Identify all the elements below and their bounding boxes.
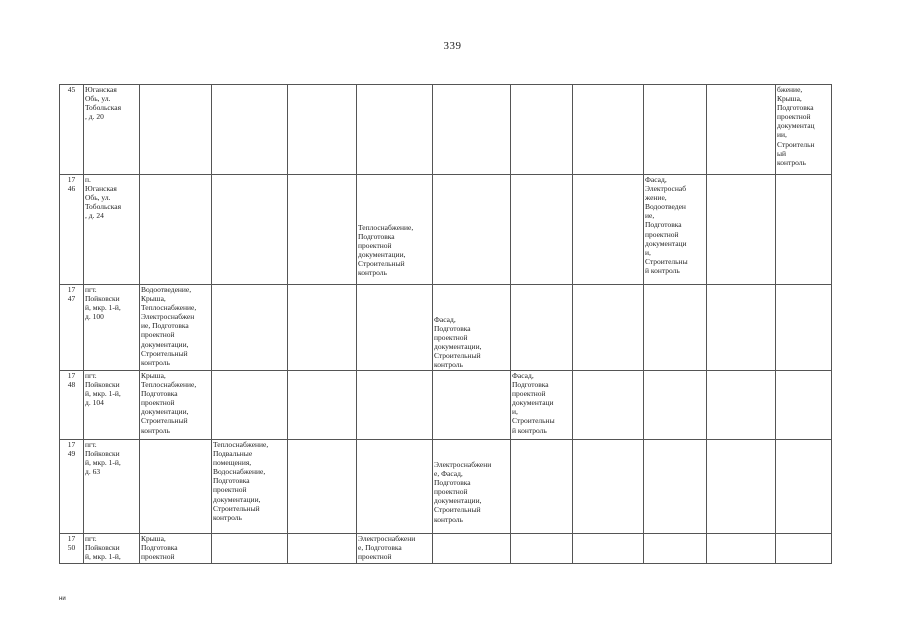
work-type-cell [140,285,212,371]
work-type-cell [776,85,832,175]
work-type-text: Крыша, Подготовка проектной [141,534,178,562]
table-row [60,85,832,175]
table-row [60,371,832,440]
work-type-cell [288,440,357,534]
address-text: пгт. Пойковски й, мкр. 1-й, д. 63 [85,440,121,477]
work-type-cell [433,440,511,534]
work-type-cell [573,371,644,440]
address-text: пгт. Пойковски й, мкр. 1-й, д. 100 [85,285,121,322]
work-type-text: Фасад, Электроснаб жение, Водоотведен ие, Подготовка проектной документаци и, Строительны й контроль [645,175,688,275]
work-type-cell [140,85,212,175]
work-type-cell [573,175,644,285]
address-text: пгт. Пойковски й, мкр. 1-й, д. 104 [85,371,121,408]
address-text: п. Юганская Обь, ул. Тобольская , д. 24 [85,175,122,221]
work-type-cell [140,440,212,534]
page-number: 339 [443,40,462,52]
work-type-cell [357,534,433,564]
address-cell [84,85,140,175]
table-row [60,440,832,534]
work-type-cell [433,534,511,564]
row-number-cell [60,440,84,534]
work-type-text: Теплоснабжение, Подготовка проектной документации, Строительный контроль [358,223,414,278]
address-text: пгт. Пойковски й, мкр. 1-й, [85,534,121,562]
work-type-cell [357,440,433,534]
work-type-cell [433,371,511,440]
work-type-cell [212,534,288,564]
row-number: 17 49 [67,440,76,459]
row-number-cell [60,371,84,440]
work-type-cell [776,175,832,285]
table-row [60,175,832,285]
work-type-text: Крыша, Теплоснабжение, Подготовка проектной документации, Строительный контроль [141,371,197,435]
address-cell [84,534,140,564]
address-text: Юганская Обь, ул. Тобольская , д. 20 [85,85,122,122]
work-type-cell [288,285,357,371]
row-number: 17 46 [67,175,76,194]
work-type-text: Фасад, Подготовка проектной документаци и, Строительны й контроль [512,371,555,435]
address-cell [84,175,140,285]
work-type-cell [707,371,776,440]
row-number-cell [60,285,84,371]
table-row [60,285,832,371]
work-type-cell [511,85,573,175]
work-type-cell [644,440,707,534]
work-type-cell [776,371,832,440]
work-type-text: Фасад, Подготовка проектной документации, Строительный контроль [434,315,482,370]
work-type-cell [573,440,644,534]
work-type-cell [707,534,776,564]
work-type-cell [707,85,776,175]
work-type-cell [776,534,832,564]
work-type-cell [140,534,212,564]
work-type-cell [212,371,288,440]
row-number: 17 47 [67,285,76,304]
row-number: 45 [67,85,76,94]
row-number-cell [60,85,84,175]
work-type-cell [707,285,776,371]
work-type-cell [433,285,511,371]
work-type-cell [140,371,212,440]
work-type-cell [288,175,357,285]
work-type-cell [511,175,573,285]
work-type-cell [511,371,573,440]
address-cell [84,285,140,371]
work-type-cell [644,175,707,285]
work-type-text: Электроснабжени е, Подготовка проектной [358,534,416,562]
work-type-cell [511,440,573,534]
work-type-cell [644,371,707,440]
footer-mark: ни [59,596,66,602]
work-type-cell [644,85,707,175]
work-type-cell [288,85,357,175]
work-type-cell [573,85,644,175]
work-type-cell [707,440,776,534]
work-type-cell [644,534,707,564]
work-type-text: Водоотведение, Крыша, Теплоснабжение, Электроснабжен ие, Подготовка проектной документации, Строительный контроль [141,285,197,367]
work-type-cell [433,85,511,175]
row-number: 17 48 [67,371,76,390]
work-type-cell [511,285,573,371]
work-type-cell [212,85,288,175]
work-type-cell [357,285,433,371]
work-type-cell [644,285,707,371]
work-type-text: Теплоснабжение, Подвальные помещения, Водоснабжение, Подготовка проектной документации, Строительный контроль [213,440,269,522]
address-cell [84,371,140,440]
work-type-text: Электроснабжени е, Фасад, Подготовка проектной документации, Строительный контроль [434,460,492,524]
work-type-cell [357,85,433,175]
work-type-cell [212,440,288,534]
work-type-cell [776,440,832,534]
work-type-cell [212,175,288,285]
work-type-text: бжение, Крыша, Подготовка проектной документац ии, Строительн ый контроль [777,85,815,167]
work-type-cell [140,175,212,285]
work-type-cell [288,534,357,564]
row-number: 17 50 [67,534,76,553]
registry-table [59,84,832,564]
row-number-cell [60,175,84,285]
table-row [60,534,832,564]
work-type-cell [433,175,511,285]
work-type-cell [511,534,573,564]
work-type-cell [357,371,433,440]
work-type-cell [357,175,433,285]
row-number-cell [60,534,84,564]
work-type-cell [573,534,644,564]
address-cell [84,440,140,534]
work-type-cell [288,371,357,440]
work-type-cell [707,175,776,285]
work-type-cell [573,285,644,371]
work-type-cell [212,285,288,371]
work-type-cell [776,285,832,371]
